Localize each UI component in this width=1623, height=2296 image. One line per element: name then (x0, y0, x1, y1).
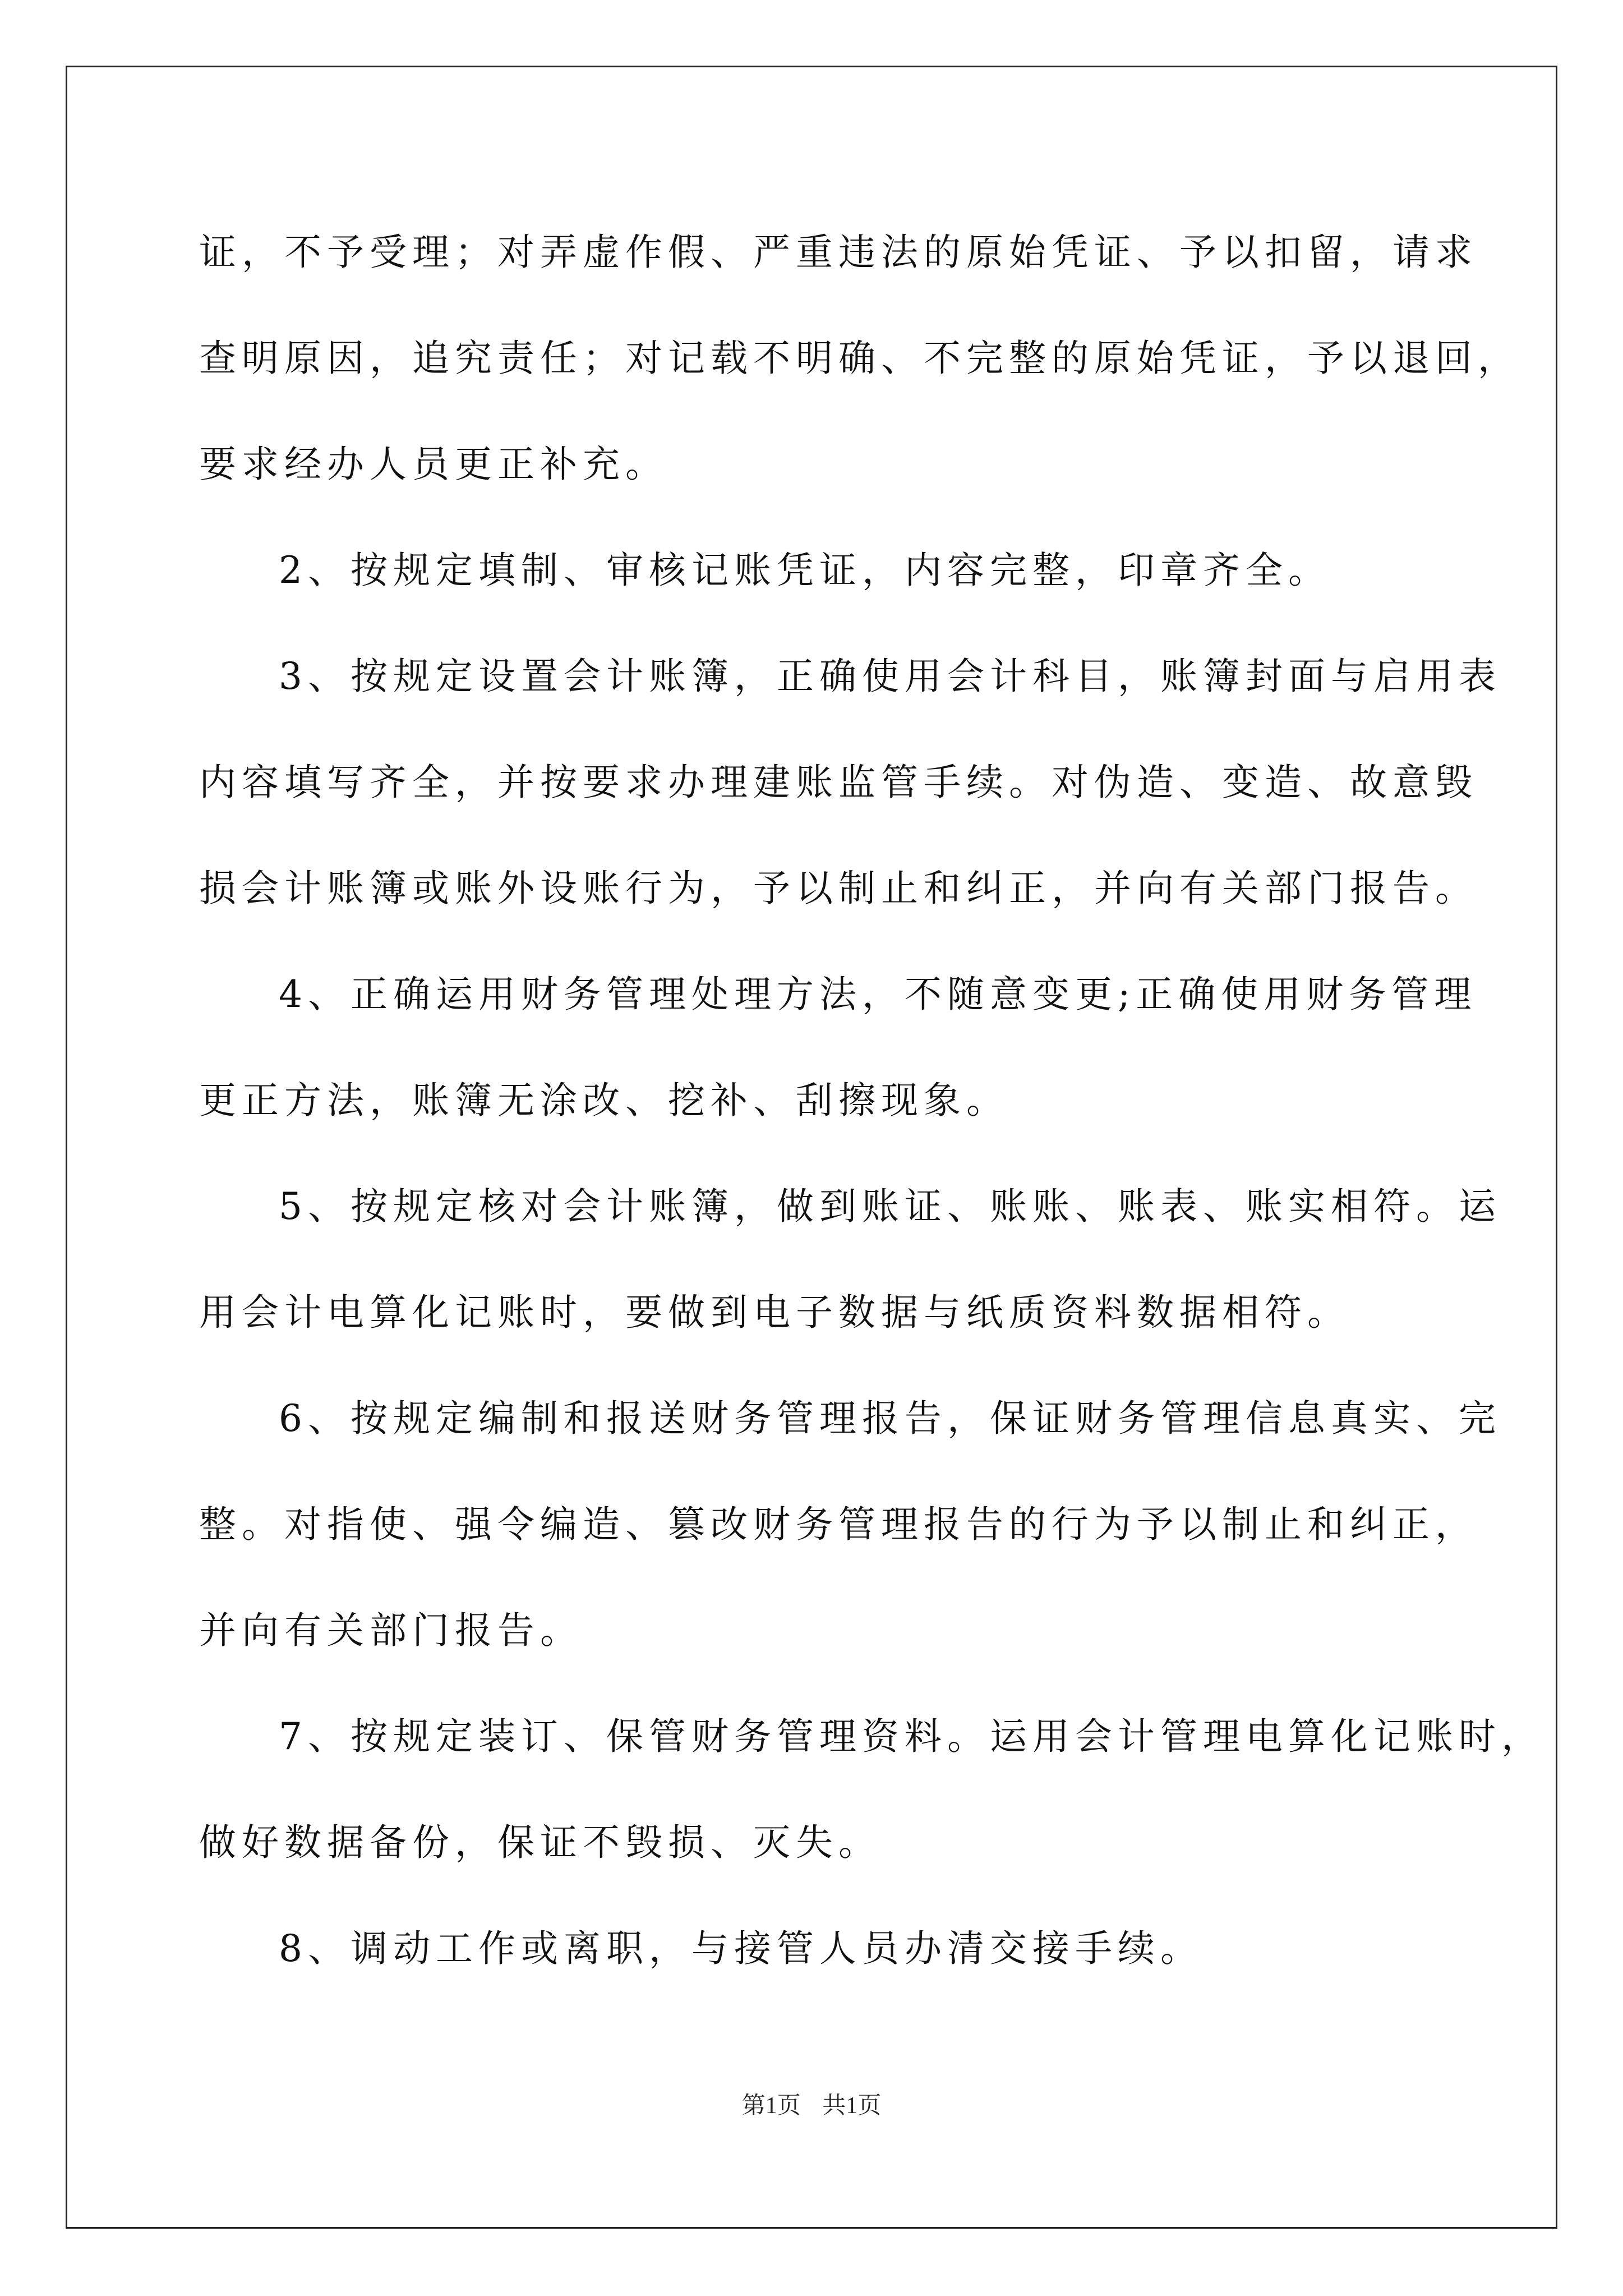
paragraph-item-8 (199, 1895, 1436, 2001)
page-number-current: 第1页 (741, 2093, 801, 2119)
text-line: 6、按规定编制和报送财务管理报告，保证财务管理信息真实、完 (279, 1397, 1501, 1440)
paragraph-1 (199, 199, 1520, 517)
page-footer (0, 2087, 1623, 2120)
text-line: 更正方法，账簿无涂改、挖补、刮擦现象。 (199, 1079, 1009, 1122)
text-line: 4、正确运用财务管理处理方法，不随意变更;正确使用财务管理 (279, 973, 1477, 1016)
paragraph-item-4 (199, 941, 1477, 1153)
text-line: 查明原因，追究责任；对记载不明确、不完整的原始凭证，予以退回， (199, 337, 1520, 380)
text-line: 3、按规定设置会计账簿，正确使用会计科目，账簿封面与启用表 (279, 655, 1501, 698)
text-line: 整。对指使、强令编造、篡改财务管理报告的行为予以制止和纠正， (199, 1503, 1478, 1546)
paragraph-item-3 (199, 623, 1501, 941)
paragraph-item-7 (199, 1683, 1544, 1895)
text-line: 2、按规定填制、审核记账凭证，内容完整，印章齐全。 (279, 549, 1331, 592)
text-line: 损会计账簿或账外设账行为，予以制止和纠正，并向有关部门报告。 (199, 867, 1478, 910)
text-line: 8、调动工作或离职，与接管人员办清交接手续。 (279, 1927, 1203, 1970)
text-line: 5、按规定核对会计账簿，做到账证、账账、账表、账实相符。运 (279, 1185, 1501, 1228)
text-line: 证，不予受理；对弄虚作假、严重违法的原始凭证、予以扣留，请求 (199, 231, 1478, 274)
page-number-total: 共1页 (822, 2093, 882, 2119)
paragraph-item-6 (199, 1365, 1501, 1683)
text-line: 内容填写齐全，并按要求办理建账监管手续。对伪造、变造、故意毁 (199, 761, 1478, 804)
text-line: 要求经办人员更正补充。 (199, 443, 668, 486)
paragraph-item-2 (199, 517, 1436, 623)
document-body (199, 199, 1544, 2001)
text-line: 并向有关部门报告。 (199, 1609, 583, 1652)
text-line: 用会计电算化记账时，要做到电子数据与纸质资料数据相符。 (199, 1291, 1350, 1334)
text-line: 7、按规定装订、保管财务管理资料。运用会计管理电算化记账时， (279, 1715, 1544, 1758)
text-line: 做好数据备份，保证不毁损、灭失。 (199, 1821, 881, 1864)
paragraph-item-5 (199, 1153, 1501, 1365)
